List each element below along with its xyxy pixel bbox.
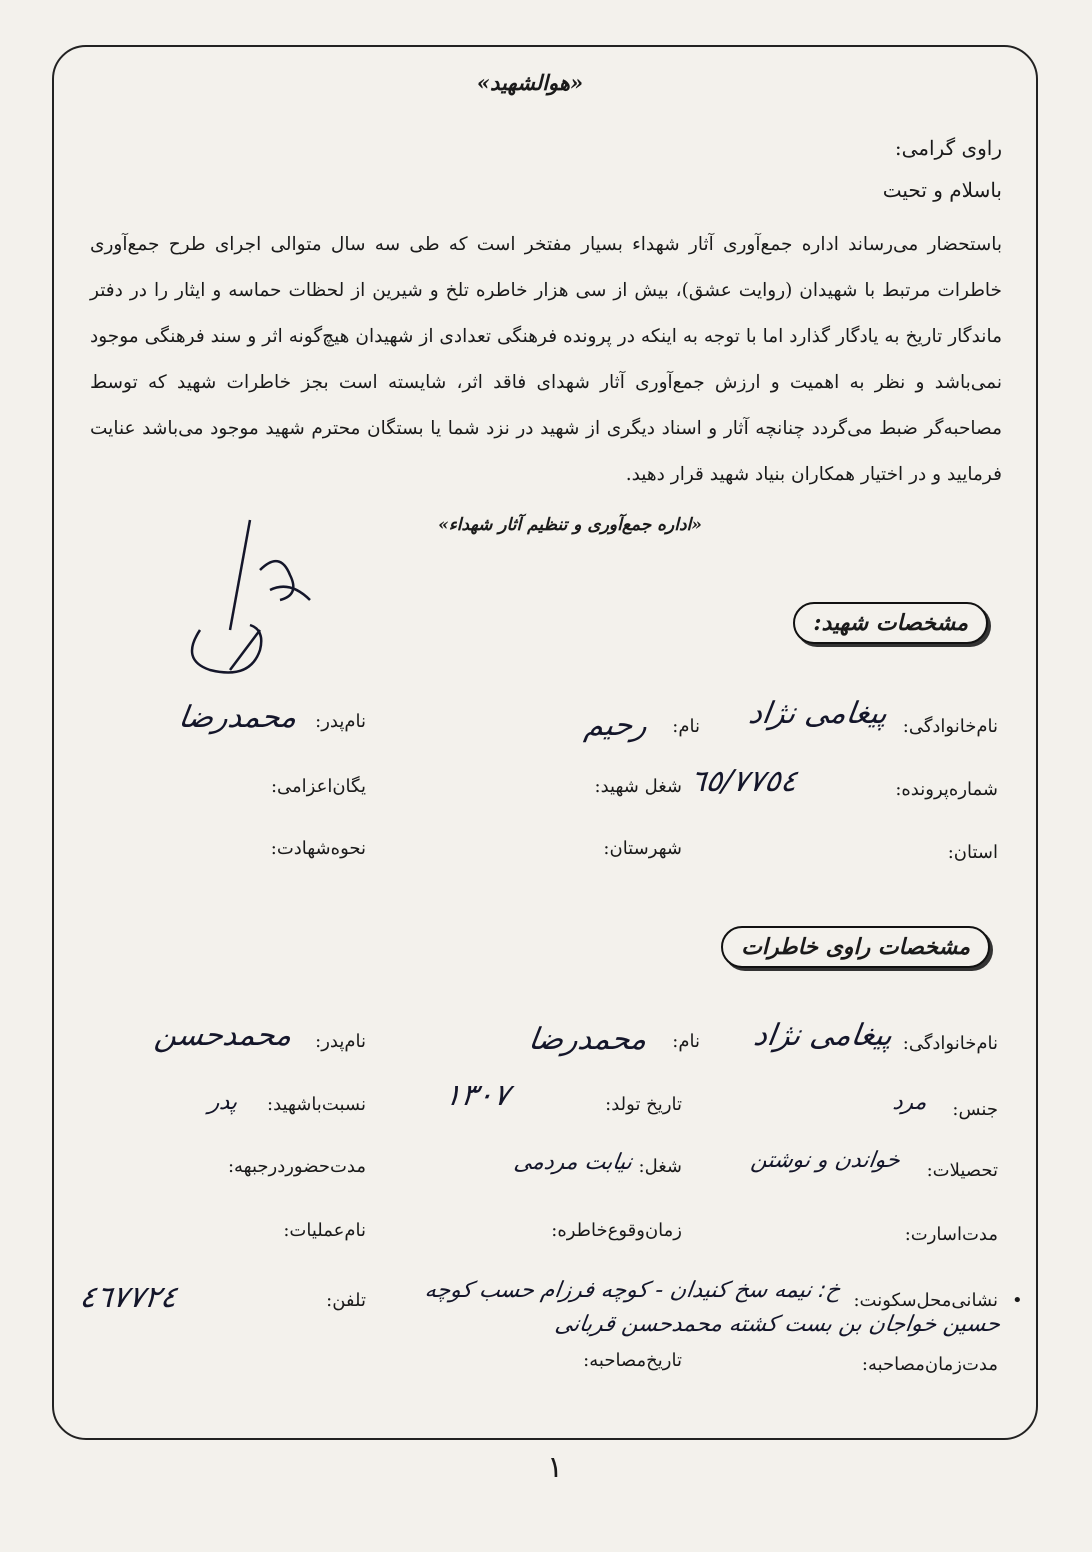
narrator-first-name-label: نام:: [672, 1031, 700, 1052]
address-bullet: •: [1012, 1290, 1023, 1311]
narrator-address-line2: حسین خواجان بن بست کشته محمدحسن قربانی: [553, 1312, 1002, 1337]
narrator-phone-label: تلفن:: [326, 1290, 366, 1311]
narrator-first-name-value: محمدرضا: [526, 1022, 650, 1057]
narrator-education-value: خواندن و نوشتن: [749, 1148, 902, 1173]
narrator-birth-date-value: ١٣٠٧: [442, 1078, 512, 1113]
narrator-occupation-value: نیابت مردمی: [512, 1150, 634, 1175]
letter-signature: «اداره جمع‌آوری و تنظیم آثار شهداء»: [438, 515, 702, 535]
narrator-operation-label: نام‌عملیات:: [283, 1220, 366, 1241]
narrator-interview-date-label: تاریخ‌مصاحبه:: [583, 1350, 682, 1371]
martyr-city-label: شهرستان:: [603, 838, 682, 859]
narrator-gender-value: مرد: [891, 1090, 929, 1115]
narrator-relation-value: پدر: [206, 1090, 239, 1115]
page-title: «هوالشهید»: [476, 70, 584, 95]
narrator-birth-date-label: تاریخ تولد:: [605, 1094, 682, 1115]
martyr-occupation-label: شغل شهید:: [594, 776, 682, 797]
greeting: راوی گرامی:: [894, 136, 1002, 160]
narrator-address-line1: خ: نیمه سخ کنیدان - کوچه فرزام حسب کوچه: [422, 1278, 842, 1303]
martyr-first-name-label: نام:: [672, 716, 700, 737]
narrator-family-name-value: پیغامی نژاد: [751, 1018, 895, 1053]
narrator-front-duration-label: مدت‌حضوردرجبهه:: [227, 1156, 366, 1177]
narrator-captivity-label: مدت‌اسارت:: [904, 1224, 998, 1245]
narrator-address-label: نشانی‌محل‌سکونت:: [853, 1290, 998, 1311]
narrator-father-name-value: محمدحسن: [152, 1018, 295, 1053]
narrator-section-title: مشخصات راوی خاطرات: [721, 926, 990, 968]
letter-body: باستحضار می‌رساند اداره جمع‌آوری آثار شهداء بسیار مفتخر است که طی سه سال متوالی اجرای طرح جمع‌آوری خاطرات مرتبط با شهیدان (روایت عشق)، بیش از سی هزار خاطره تلخ و شیرین از لحظات حماسه و ایثار را در دفتر ماندگار تاریخ به یادگار گذارد اما با توجه به اینکه در پرونده فرهنگی تعدادی از شهیدان هیچ‌گونه اثر و سند فرهنگی موجود نمی‌باشد و نظر به اهمیت و ارزش جمع‌آوری آثار شهدای فاقد اثر، شایسته است بجز خاطرات شهید که توسط مصاحبه‌گر ضبط می‌گردد چنانچه آثار و اسناد دیگری از شهید در نزد شما یا بستگان محترم شهید موجود می‌باشد عنایت فرمایید و در اختیار همکاران بنیاد شهید قرار دهید.: [90, 234, 1002, 485]
martyr-first-name-value: رحیم: [582, 708, 650, 743]
narrator-occupation-label: شغل:: [638, 1156, 682, 1177]
narrator-gender-label: جنس:: [952, 1099, 998, 1120]
narrator-father-name-label: نام‌پدر:: [315, 1031, 366, 1052]
martyr-file-number-value: ٦٥/٧٧٥٤: [687, 764, 800, 799]
narrator-relation-label: نسبت‌باشهید:: [267, 1094, 366, 1115]
martyr-file-number-label: شماره‌پرونده:: [895, 779, 998, 800]
martyr-father-name-value: محمدرضا: [176, 700, 300, 735]
handwritten-margin-note: [160, 510, 340, 710]
martyr-province-label: استان:: [947, 842, 998, 863]
narrator-family-name-label: نام‌خانوادگی:: [902, 1033, 998, 1054]
page-number: ١: [546, 1450, 564, 1485]
martyr-unit-label: یگان‌اعزامی:: [270, 776, 366, 797]
narrator-phone-value: ٤٦٧٧٢٤: [77, 1280, 180, 1315]
narrator-education-label: تحصیلات:: [926, 1160, 998, 1181]
martyr-father-name-label: نام‌پدر:: [315, 711, 366, 732]
martyr-martyrdom-manner-label: نحوه‌شهادت:: [270, 838, 366, 859]
narrator-memory-time-label: زمان‌وقوع‌خاطره:: [551, 1220, 682, 1241]
martyr-family-name-label: نام‌خانوادگی:: [902, 716, 998, 737]
narrator-interview-duration-label: مدت‌زمان‌مصاحبه:: [861, 1354, 998, 1375]
martyr-section-title: مشخصات شهید:: [793, 602, 988, 644]
regards: باسلام و تحیت: [882, 178, 1002, 202]
martyr-family-name-value: پیغامی نژاد: [746, 696, 890, 731]
